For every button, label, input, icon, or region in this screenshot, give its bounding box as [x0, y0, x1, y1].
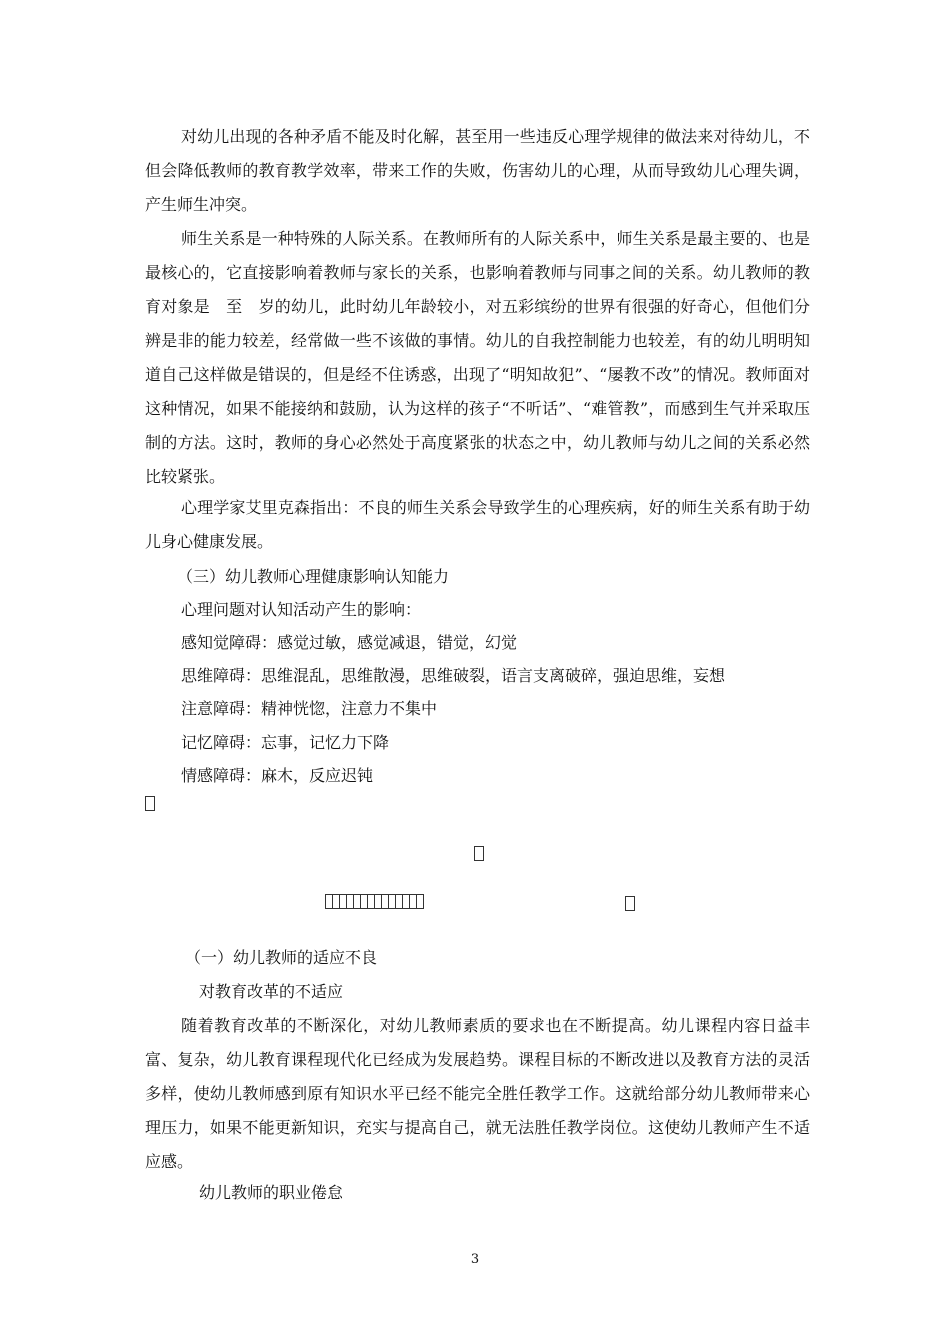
- list-item: 感知觉障碍：感觉过敏，感觉减退，错觉，幻觉: [181, 633, 518, 652]
- garbled-heading-glyphs: [325, 894, 424, 910]
- section-heading-adaptation: （一）幼儿教师的适应不良: [185, 948, 378, 967]
- subheading-burnout: 幼儿教师的职业倦怠: [199, 1183, 344, 1202]
- list-item: 注意障碍：精神恍惚，注意力不集中: [181, 699, 438, 718]
- subheading-reform: 对教育改革的不适应: [199, 982, 344, 1001]
- paragraph-conflict: 对幼儿出现的各种矛盾不能及时化解，甚至用一些违反心理学规律的做法来对待幼儿，不但会降低教师的教育教学效率，带来工作的失败，伤害幼儿的心理，从而导致幼儿心理失调，产生师生冲突。: [145, 127, 810, 214]
- list-item: 思维障碍：思维混乱，思维散漫，思维破裂，语言支离破碎，强迫思维，妄想: [181, 666, 726, 685]
- paragraph-erikson: 心理学家艾里克森指出：不良的师生关系会导致学生的心理疾病，好的师生关系有助于幼儿身心健康发展。: [145, 498, 810, 551]
- list-intro: 心理问题对认知活动产生的影响：: [181, 600, 422, 619]
- paragraph-education-reform: 随着教育改革的不断深化，对幼儿教师素质的要求也在不断提高。幼儿课程内容日益丰富、复杂，幼儿教育课程现代化已经成为发展趋势。课程目标的不断改进以及教育方法的灵活多样，使幼儿教师感到原有知识水平已经不能完全胜任教学工作。这就给部分幼儿教师带来心理压力，如果不能更新知识，充实与提高自己，就无法胜任教学岗位。这使幼儿教师产生不适应感。: [145, 1016, 810, 1171]
- section-heading-cognitive: （三）幼儿教师心理健康影响认知能力: [177, 567, 450, 586]
- missing-glyph-icon: [145, 796, 155, 811]
- paragraph-teacher-student-relationship: 师生关系是一种特殊的人际关系。在教师所有的人际关系中，师生关系是最主要的、也是最核心的，它直接影响着教师与家长的关系，也影响着教师与同事之间的关系。幼儿教师的教育对象是 至 岁的幼儿，此时幼儿年龄较小，对五彩缤纷的世界有很强的好奇心，但他们分辨是非的能力较差，经常做一些不该做的事情。幼儿的自我控制能力也较差，有的幼儿明明知道自己这样做是错误的，但是经不住诱惑，出现了“明知故犯”、“屡教不改”的情况。教师面对这种情况，如果不能接纳和鼓励，认为这样的孩子“不听话”、“难管教”，而感到生气并采取压制的方法。这时，教师的身心必然处于高度紧张的状态之中，幼儿教师与幼儿之间的关系必然比较紧张。: [145, 229, 810, 486]
- list-item: 记忆障碍：忘事，记忆力下降: [181, 733, 390, 752]
- missing-glyph-icon: [474, 846, 484, 861]
- list-item: 情感障碍：麻木，反应迟钝: [181, 766, 374, 785]
- missing-glyph-icon: [625, 896, 635, 911]
- page-number: 3: [470, 1252, 480, 1267]
